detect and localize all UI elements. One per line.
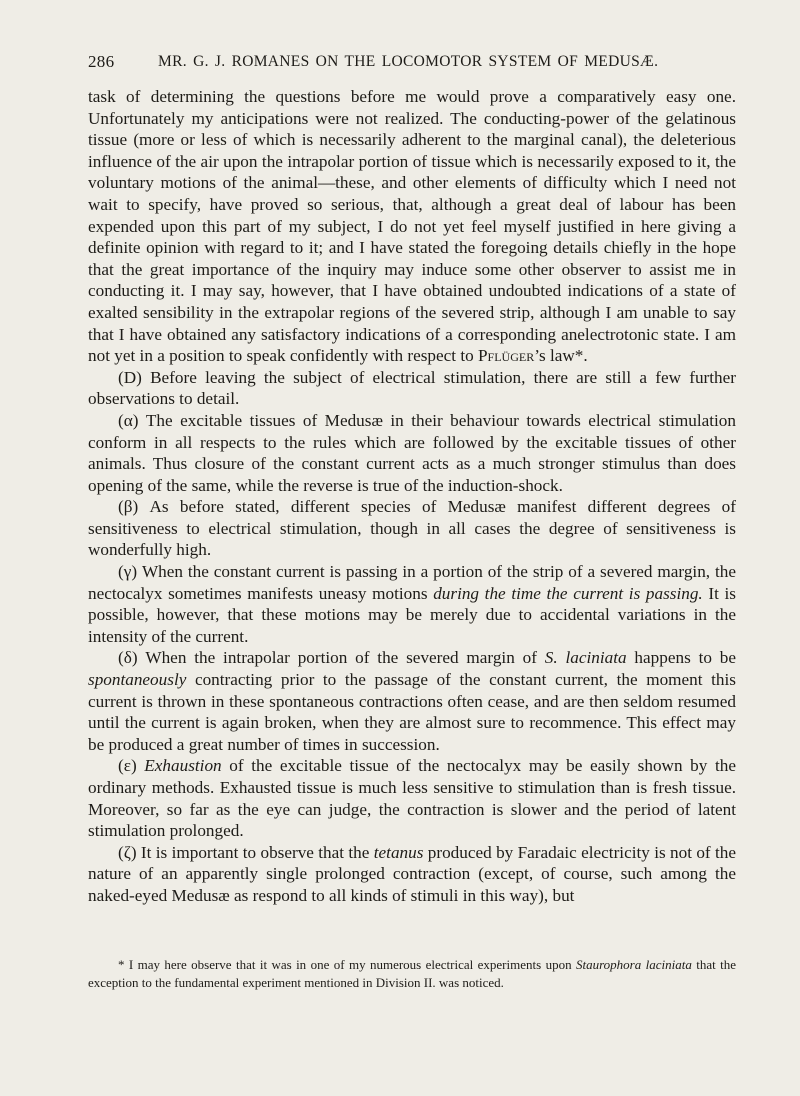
text-run: that the exception to the fundamental experiment mentioned in Division II. was noticed. — [88, 957, 736, 990]
paragraph-p2 — [88, 410, 736, 496]
italic-text: spontaneously — [88, 670, 187, 690]
text-run: happens to be — [626, 648, 736, 668]
text-run: (D) Before leaving the subject of electrical stimulation, there are still a few further observations to detail. — [88, 367, 736, 409]
text-run: (γ) When the constant current is passing in a portion of the strip of a severed margin, the nectocalyx sometimes manifests uneasy motions — [88, 562, 736, 603]
italic-text: during the time the current is passing. — [433, 583, 703, 603]
text-run: It is possible, however, that these motions may be merely due to accidental variations in the intensity of the current. — [88, 583, 736, 646]
paragraph-p0 — [88, 86, 736, 367]
italic-text: Exhaustion — [144, 756, 222, 776]
smallcaps-name: Pflüger — [477, 346, 535, 366]
text-run: (δ) When the intrapolar portion of the severed margin of — [118, 648, 545, 668]
text-run: * I may here observe that it was in one of my numerous electrical experiments upon — [118, 957, 576, 972]
running-head: MR. G. J. ROMANES ON THE LOCOMOTOR SYSTEM OF MEDUSÆ. — [158, 53, 659, 70]
italic-text: S. laciniata — [544, 648, 627, 668]
text-run: contracting prior to the passage of the constant current, the moment this current is thrown in these spontaneous contractions often cease, and are then seldom resumed until the current is again broken, when they are almost sure to recommence. This effect may be produced a great number of times in succession. — [88, 670, 736, 754]
paragraph-p5 — [88, 647, 736, 755]
page-header — [88, 52, 713, 74]
paragraph-p3 — [88, 496, 736, 561]
page-number: 286 — [88, 52, 115, 71]
text-run: (ζ) It is important to observe that the — [118, 842, 374, 862]
body-text — [88, 86, 736, 907]
italic-text: tetanus — [373, 842, 424, 862]
text-run: task of determining the questions before me would prove a comparatively easy one. Unfortunately my anticipations were not realized. The conducting-power of the gelatinous tissue (more or less of which is necessarily adherent to the marginal canal), the deleterious influence of the air upon the intrapolar portion of tissue which is necessarily exposed to it, the voluntary motions of the animal—these, and other elements of difficulty which I need not wait to specify, have proved so serious, that, although a great deal of labour has been expended upon this part of my subject, I do not yet feel myself justified in here giving a definite opinion with regard to it; and I have stated the foregoing details chiefly in the hope that the great importance of the inquiry may induce some other observer to assist me in conducting it. I may say, however, that I have obtained undoubted indications of a state of exalted sensibility in the extrapolar regions of the severed strip, although I am unable to say that I have obtained any satisfactory indications of a corresponding anelectrotonic state. I am not yet in a position to speak confidently with respect to — [88, 87, 736, 366]
text-run: of the excitable tissue of the nectocalyx may be easily shown by the ordinary methods. Exhausted tissue is much less sensitive to stimulation than is fresh tissue. Moreover, so far as the eye can judge, the contraction is slower and the period of latent stimulation prolonged. — [88, 756, 736, 841]
text-run: (ε) — [118, 756, 145, 776]
paragraph-p1 — [88, 367, 736, 410]
text-run: (β) As before stated, different species of Medusæ manifest different degrees of sensitiveness to electrical stimulation, though in all cases the degree of sensitiveness is wonderfully high. — [88, 497, 736, 560]
text-run: ’s law*. — [534, 346, 588, 366]
text-run: produced by Faradaic electricity is not of the nature of an apparently single prolonged contraction (except, of course, such among the naked-eyed Medusæ as respond to all kinds of stimuli in this way), but — [88, 842, 736, 905]
footnote — [88, 956, 736, 991]
paragraph-p6 — [88, 755, 736, 841]
footnote-text — [88, 956, 736, 991]
italic-text: Staurophora laciniata — [575, 957, 692, 972]
text-run: (α) The excitable tissues of Medusæ in their behaviour towards electrical stimulation conform in all respects to the rules which are followed by the excitable tissues of other animals. Thus closure of the constant current acts as a much stronger stimulus than does opening of the same, while the reverse is true of the induction-shock. — [88, 410, 736, 495]
paragraph-p7 — [88, 842, 736, 907]
paragraph-p4 — [88, 561, 736, 647]
